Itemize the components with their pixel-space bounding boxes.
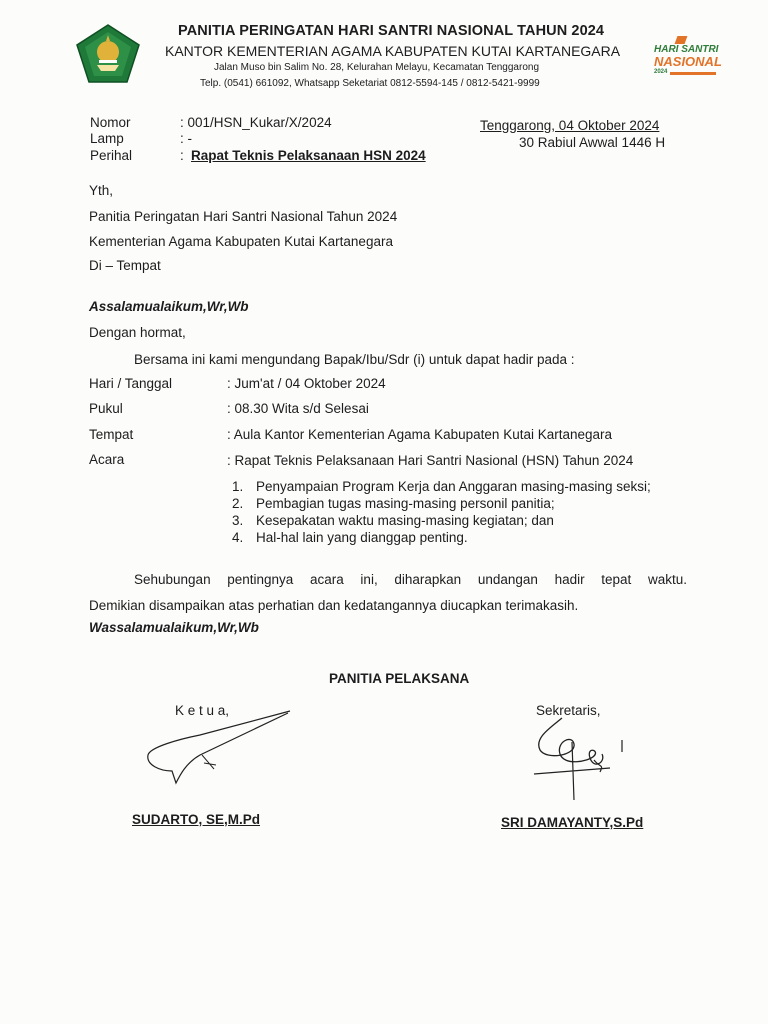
kemenag-logo-icon (75, 23, 141, 85)
perihal-colon: : (180, 148, 184, 163)
farewell: Wassalamualaikum,Wr,Wb (89, 620, 259, 635)
left-signatory-name: SUDARTO, SE,M.Pd (132, 812, 261, 827)
detail-value-date: : Jum'at / 04 Oktober 2024 (227, 376, 386, 391)
letterhead-title: PANITIA PERINGATAN HARI SANTRI NASIONAL TAHUN 2024 (178, 23, 605, 39)
hsn-logo-line1: HARI SANTRI (654, 44, 719, 55)
greeting: Assalamualaikum,Wr,Wb (89, 299, 249, 314)
secretary-signature (530, 712, 640, 804)
hijri-date: 30 Rabiul Awwal 1446 H (519, 135, 666, 150)
list-item (232, 478, 688, 495)
place-date: Tenggarong, 04 Oktober 2024 (480, 118, 660, 133)
agenda-text: Penyampaian Program Kerja dan Anggaran masing-masing seksi; (256, 479, 651, 494)
agenda-number: 3. (232, 513, 244, 528)
hsn-logo-flag-icon (675, 36, 688, 44)
right-signatory-role: Sekretaris, (536, 703, 601, 718)
letterhead-address: Jalan Muso bin Salim No. 28, Kelurahan Melayu, Kecamatan Tenggarong (214, 62, 540, 73)
invite-text: Bersama ini kami mengundang Bapak/Ibu/Sdr (i) untuk dapat hadir pada : (134, 352, 575, 367)
detail-value-place: : Aula Kantor Kementerian Agama Kabupaten Kutai Kartanegara (227, 427, 613, 442)
list-item (232, 529, 688, 546)
letterhead-contact: Telp. (0541) 661092, Whatsapp Seketariat 0812-5594-145 / 0812-5421-9999 (200, 78, 540, 89)
recipient-line1: Panitia Peringatan Hari Santri Nasional Tahun 2024 (89, 209, 398, 224)
lamp-value: : - (180, 131, 192, 146)
list-item (232, 512, 688, 529)
agenda-text: Kesepakatan waktu masing-masing kegiatan; dan (256, 513, 554, 528)
nomor-label: Nomor (90, 115, 131, 130)
hsn-logo-year: 2024 (654, 69, 668, 75)
agenda-list (232, 478, 688, 546)
hsn-logo-line2: NASIONAL (654, 54, 722, 69)
detail-value-event: : Rapat Teknis Pelaksanaan Hari Santri Nasional (HSN) Tahun 2024 (227, 453, 634, 468)
recipient-line2: Kementerian Agama Kabupaten Kutai Kartanegara (89, 234, 393, 249)
hsn-logo-stripe (670, 72, 716, 75)
agenda-number: 2. (232, 496, 244, 511)
agenda-text: Pembagian tugas masing-masing personil panitia; (256, 496, 555, 511)
right-signatory-name: SRI DAMAYANTY,S.Pd (501, 815, 644, 830)
closing-paragraph-2: Demikian disampaikan atas perhatian dan kedatangannya diucapkan terimakasih. (89, 598, 579, 613)
list-item (232, 495, 688, 512)
recipient-yth: Yth, (89, 183, 114, 198)
opening: Dengan hormat, (89, 325, 186, 340)
detail-label-place: Tempat (89, 427, 134, 442)
detail-label-time: Pukul (89, 401, 123, 416)
detail-label-date: Hari / Tanggal (89, 376, 173, 391)
detail-value-time: : 08.30 Wita s/d Selesai (227, 401, 369, 416)
recipient-line3: Di – Tempat (89, 258, 161, 273)
perihal-label: Perihal (90, 148, 133, 163)
nomor-value: : 001/HSN_Kukar/X/2024 (180, 115, 332, 130)
hari-santri-nasional-logo (654, 36, 734, 76)
agenda-text: Hal-hal lain yang dianggap penting. (256, 530, 468, 545)
letterhead-office: KANTOR KEMENTERIAN AGAMA KABUPATEN KUTAI KARTANEGARA (165, 43, 621, 59)
perihal-value: Rapat Teknis Pelaksanaan HSN 2024 (191, 148, 426, 163)
committee-title: PANITIA PELAKSANA (329, 671, 470, 686)
chairman-signature (140, 705, 300, 790)
agenda-number: 1. (232, 479, 244, 494)
lamp-label: Lamp (90, 131, 124, 146)
closing-paragraph-1: Sehubungan pentingnya acara ini, diharapkan undangan hadir tepat waktu. (134, 572, 687, 587)
left-signatory-role: K e t u a, (175, 703, 230, 718)
agenda-number: 4. (232, 530, 244, 545)
detail-label-event: Acara (89, 452, 125, 467)
